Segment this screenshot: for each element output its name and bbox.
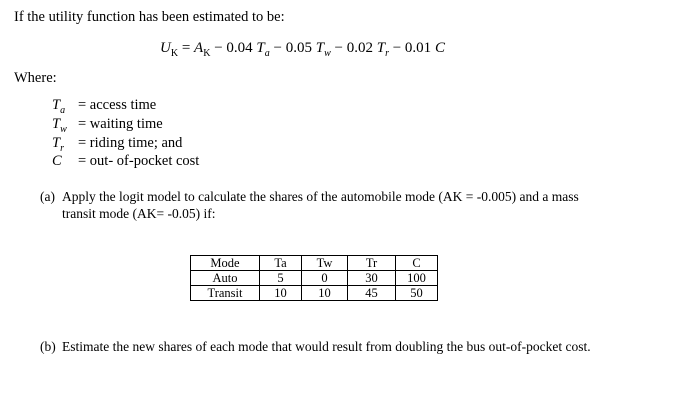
part-b-text: Estimate the new shares of each mode that would result from doubling the bus out-of-pocket cost.: [62, 339, 591, 354]
table-header-cell: Tw: [302, 256, 348, 271]
where-label: Where:: [14, 70, 57, 86]
definition-symbol: $T_w$: [52, 116, 67, 135]
definition-symbol: $T_a$: [52, 97, 66, 116]
definition-waiting-time: [52, 116, 163, 135]
table-cell: Auto: [191, 271, 260, 286]
table-header-row: [191, 256, 438, 271]
definition-text: = out- of-pocket cost: [78, 153, 200, 169]
part-a-line2: transit mode (AK= -0.05) if:: [62, 206, 216, 221]
definition-cost: [52, 153, 199, 170]
table-header-cell: Mode: [191, 256, 260, 271]
table-cell: 100: [396, 271, 438, 286]
part-a-line1: Apply the logit model to calculate the shares of the automobile mode (AK = -0.005) and a mass: [62, 189, 579, 204]
definition-text: = riding time; and: [78, 135, 183, 151]
table-cell: 10: [302, 286, 348, 301]
definition-access-time: [52, 97, 156, 116]
definition-text: = waiting time: [78, 116, 163, 132]
definition-symbol: C: [52, 153, 62, 169]
utility-equation: $U_K = A_K - 0.04$ $T_a - 0.05$ $T_w - 0.02$ $T_r - 0.01$ C: [160, 40, 445, 59]
table-cell: 0: [302, 271, 348, 286]
mode-attributes-table: [190, 255, 438, 301]
table-cell: 50: [396, 286, 438, 301]
table-header-cell: Tr: [348, 256, 396, 271]
part-a-paragraph: [40, 188, 660, 222]
table-cell: 45: [348, 286, 396, 301]
table-cell: 30: [348, 271, 396, 286]
table-row: [191, 271, 438, 286]
part-a-label: (a): [40, 189, 55, 204]
definition-text: = access time: [78, 97, 157, 113]
table-header-cell: Ta: [260, 256, 302, 271]
table-row: [191, 286, 438, 301]
table-cell: Transit: [191, 286, 260, 301]
definition-riding-time: [52, 135, 182, 154]
part-b-paragraph: [40, 338, 660, 355]
table-cell: 10: [260, 286, 302, 301]
definition-symbol: $T_r$: [52, 135, 64, 154]
part-b-label: (b): [40, 339, 56, 354]
intro-text: If the utility function has been estimated to be:: [14, 9, 285, 25]
table-cell: 5: [260, 271, 302, 286]
table-header-cell: C: [396, 256, 438, 271]
